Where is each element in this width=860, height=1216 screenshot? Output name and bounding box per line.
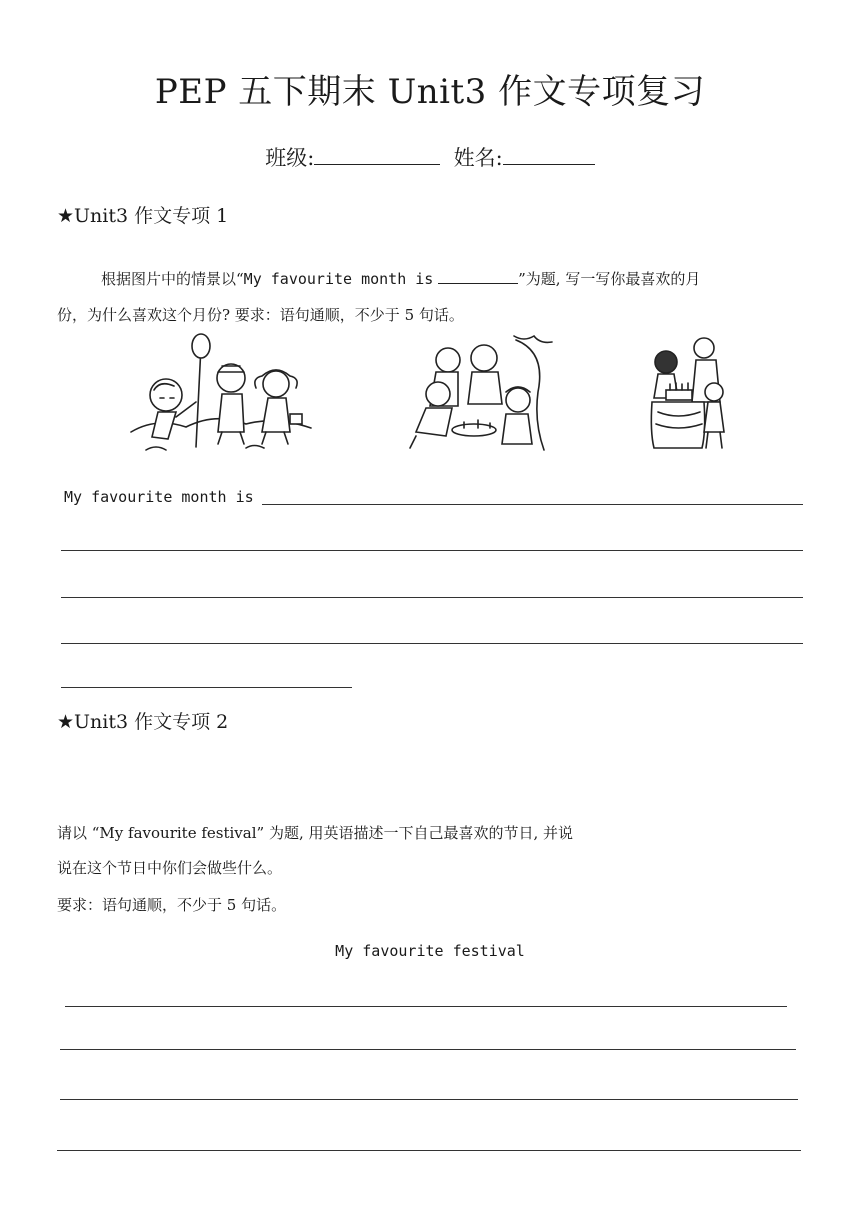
writing-line-2-3[interactable] <box>60 1099 798 1100</box>
writing-line-1-5[interactable] <box>61 687 352 688</box>
picnic-picture <box>406 332 556 454</box>
birthday-cake-picture <box>644 332 734 454</box>
section2-prompt-line1: 请以 “My favourite festival” 为题, 用英语描述一下自己最喜欢的节日, 并说 <box>57 824 574 842</box>
section1-prompt-line1 <box>101 268 821 289</box>
writing-line-1-2[interactable] <box>61 550 803 551</box>
writing-line-1-1[interactable] <box>262 504 803 505</box>
name-label: 姓名: <box>453 146 503 170</box>
prompt-text-b: ”为题, 写一写你最喜欢的月 <box>518 270 701 288</box>
student-info-line <box>0 142 860 172</box>
writing-line-2-1[interactable] <box>65 1006 787 1007</box>
prompt-topic-blank <box>438 269 518 284</box>
tree-planting-picture <box>126 332 316 454</box>
section1-starter: My favourite month is <box>64 488 254 506</box>
writing-line-1-3[interactable] <box>61 597 803 598</box>
section2-heading: ★Unit3 作文专项 2 <box>57 711 229 733</box>
prompt-text-a: 根据图片中的情景以“ <box>101 270 244 288</box>
prompt-topic: My favourite month is <box>243 270 434 288</box>
composition-title: My favourite festival <box>335 942 525 960</box>
section2-requirement: 要求：语句通顺，不少于 5 句话。 <box>57 896 287 914</box>
page-title: PEP 五下期末 Unit3 作文专项复习 <box>154 72 706 112</box>
writing-line-2-4[interactable] <box>57 1150 801 1151</box>
writing-line-1-4[interactable] <box>61 643 803 644</box>
class-blank[interactable] <box>314 144 440 165</box>
name-blank[interactable] <box>503 144 595 165</box>
section1-heading: ★Unit3 作文专项 1 <box>57 205 229 227</box>
section1-prompt-line2: 份，为什么喜欢这个月份? 要求：语句通顺，不少于 5 句话。 <box>57 306 464 324</box>
writing-line-2-2[interactable] <box>60 1049 796 1050</box>
section2-prompt-line2: 说在这个节日中你们会做些什么。 <box>57 859 283 877</box>
class-label: 班级: <box>265 146 315 170</box>
